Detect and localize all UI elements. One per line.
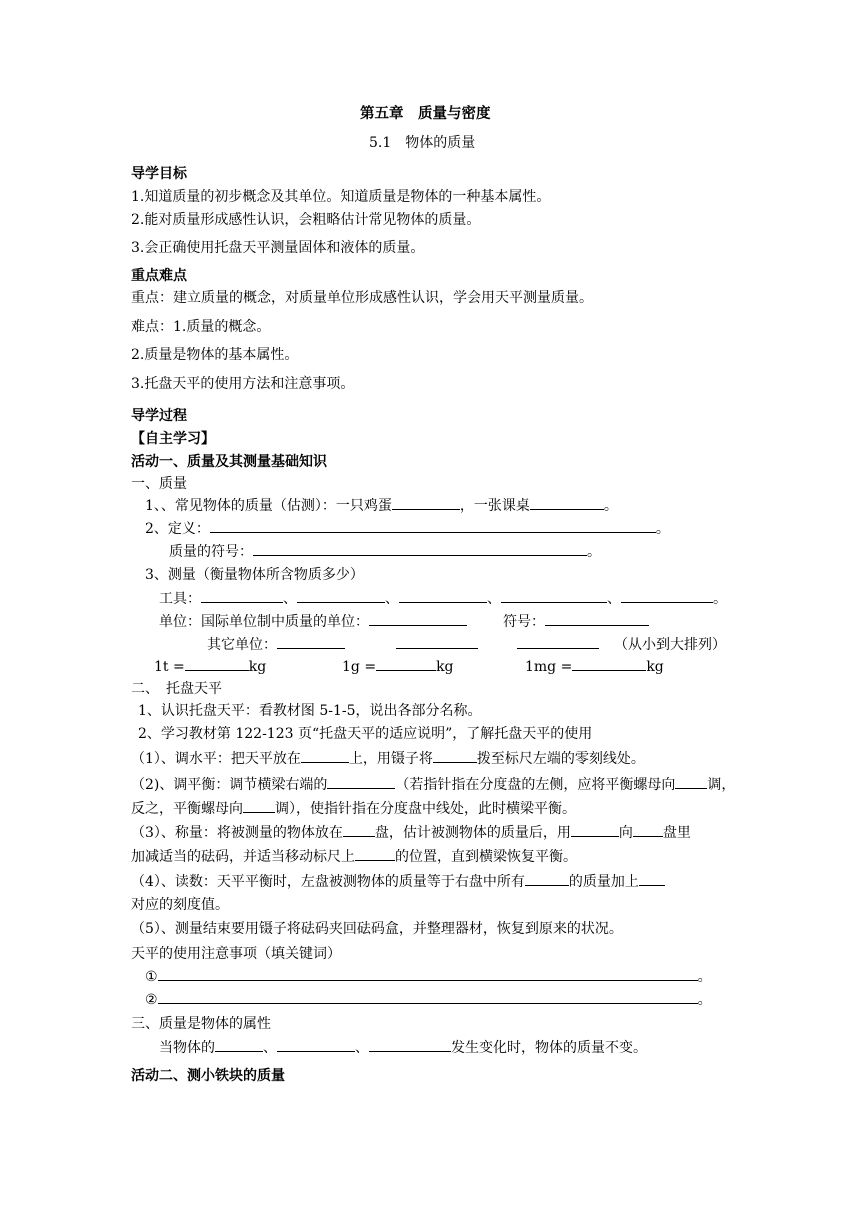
note-2: ② 。	[145, 992, 712, 1008]
balance-step-1: 1、认识托盘天平：看教材图 5-1-5，说出各部分名称。	[138, 703, 482, 719]
blank[interactable]	[327, 776, 395, 789]
blank[interactable]	[399, 590, 487, 603]
activity1-heading: 活动一、质量及其测量基础知识	[131, 454, 327, 470]
blank[interactable]	[243, 800, 275, 813]
other-unit-blank	[517, 635, 599, 655]
section-title: 5.1 物体的质量	[369, 135, 476, 151]
tools-line: 工具： 、 、 、 、 。	[159, 591, 727, 607]
process-heading: 导学过程	[131, 408, 187, 424]
weighing-line: （3）、称量：将被测量的物体放在 盘，估计被测物体的质量后，用 向 盘里	[131, 825, 691, 841]
goal-item: 1.知道质量的初步概念及其单位。知道质量是物体的一种基本属性。	[131, 189, 551, 205]
blank[interactable]	[501, 590, 607, 603]
blank[interactable]	[201, 590, 283, 603]
goals-heading: 导学目标	[131, 166, 187, 182]
goal-item: 3.会正确使用托盘天平测量固体和液体的质量。	[131, 240, 425, 256]
difficulty-text: 2.质量是物体的基本属性。	[131, 347, 299, 363]
blank[interactable]	[297, 590, 385, 603]
unit-symbol-line: 符号：	[503, 612, 649, 632]
unit-line: 单位：国际单位制中质量的单位：	[159, 612, 467, 632]
part1-heading: 一、质量	[131, 476, 187, 492]
blank[interactable]	[545, 613, 649, 626]
question-3: 3、测量（衡量物体所含物质多少）	[145, 567, 364, 583]
blank[interactable]	[369, 1039, 451, 1052]
chapter-title: 第五章 质量与密度	[360, 106, 491, 122]
adjust-balance-line: （2)、调平衡：调节横梁右端的 （若指针指在分度盘的左侧，应将平衡螺母向 调，	[131, 777, 736, 793]
adjust-level-line: （1）、调水平：把天平放在 上，用镊子将 拨至标尺左端的零刻线处。	[131, 751, 645, 767]
activity2-heading: 活动二、测小铁块的质量	[131, 1068, 285, 1084]
part3-heading: 三、质量是物体的属性	[131, 1016, 271, 1032]
self-study-label: 【自主学习】	[131, 431, 215, 447]
blank[interactable]	[572, 658, 646, 671]
blank[interactable]	[633, 824, 663, 837]
part2-heading: 二、 托盘天平	[131, 681, 222, 697]
blank[interactable]	[517, 636, 599, 649]
blank[interactable]	[369, 613, 467, 626]
blank[interactable]	[215, 1039, 263, 1052]
blank[interactable]	[433, 750, 477, 763]
balance-step-2: 2、学习教材第 122-123 页“托盘天平的适应说明”，了解托盘天平的使用	[138, 726, 593, 742]
blank[interactable]	[210, 520, 656, 533]
blank[interactable]	[525, 873, 569, 886]
mass-symbol-line: 质量的符号： 。	[169, 544, 601, 560]
goal-item: 2.能对质量形成感性认识，会粗略估计常见物体的质量。	[131, 212, 481, 228]
blank[interactable]	[343, 824, 375, 837]
blank[interactable]	[158, 968, 698, 981]
question-1: 1、、常见物体的质量（估测）：一只鸡蛋 ，一张课桌 。	[145, 498, 618, 514]
focus-text: 重点：建立质量的概念，对质量单位形成感性认识，学会用天平测量质量。	[131, 290, 593, 306]
finish-line: （5）、测量结束要用镊子将砝码夹回砝码盒，并整理器材，恢复到原来的状况。	[131, 921, 623, 937]
blank[interactable]	[392, 497, 460, 510]
blank[interactable]	[158, 991, 698, 1004]
other-unit-blank	[396, 635, 478, 655]
difficulty-text: 难点：1.质量的概念。	[131, 319, 271, 335]
blank[interactable]	[376, 658, 436, 671]
blank[interactable]	[185, 658, 249, 671]
reading-line-2: 对应的刻度值。	[131, 897, 229, 913]
adjust-balance-line-2: 反之，平衡螺母向 调），使指针指在分度盘中线处，此时横梁平衡。	[131, 801, 576, 817]
weighing-line-2: 加减适当的砝码，并适当移动标尺上 的位置，直到横梁恢复平衡。	[131, 849, 577, 865]
key-points-heading: 重点难点	[131, 268, 187, 284]
blank[interactable]	[355, 848, 395, 861]
difficulty-text: 3.托盘天平的使用方法和注意事项。	[131, 376, 355, 392]
conversion-g: 1g = kg	[342, 659, 454, 675]
order-note: （从小到大排列）	[614, 637, 726, 653]
blank[interactable]	[530, 497, 604, 510]
blank[interactable]	[277, 636, 345, 649]
blank[interactable]	[675, 776, 707, 789]
note-1: ① 。	[145, 969, 712, 985]
conversion-mg: 1mg = kg	[525, 659, 664, 675]
blank[interactable]	[621, 590, 713, 603]
reading-line: （4）、读数：天平平衡时，左盘被测物体的质量等于右盘中所有 的质量加上	[131, 872, 665, 892]
other-units-line: 其它单位：	[207, 635, 345, 655]
blank[interactable]	[396, 636, 478, 649]
blank[interactable]	[571, 824, 619, 837]
blank[interactable]	[301, 750, 349, 763]
blank[interactable]	[277, 1039, 355, 1052]
notes-heading: 天平的使用注意事项（填关键词）	[131, 946, 341, 962]
question-2: 2、定义： 。	[145, 521, 670, 537]
conversion-t: 1t = kg	[154, 659, 267, 675]
blank[interactable]	[639, 873, 665, 886]
blank[interactable]	[253, 543, 587, 556]
property-line: 当物体的 、 、 发生变化时，物体的质量不变。	[159, 1040, 647, 1056]
